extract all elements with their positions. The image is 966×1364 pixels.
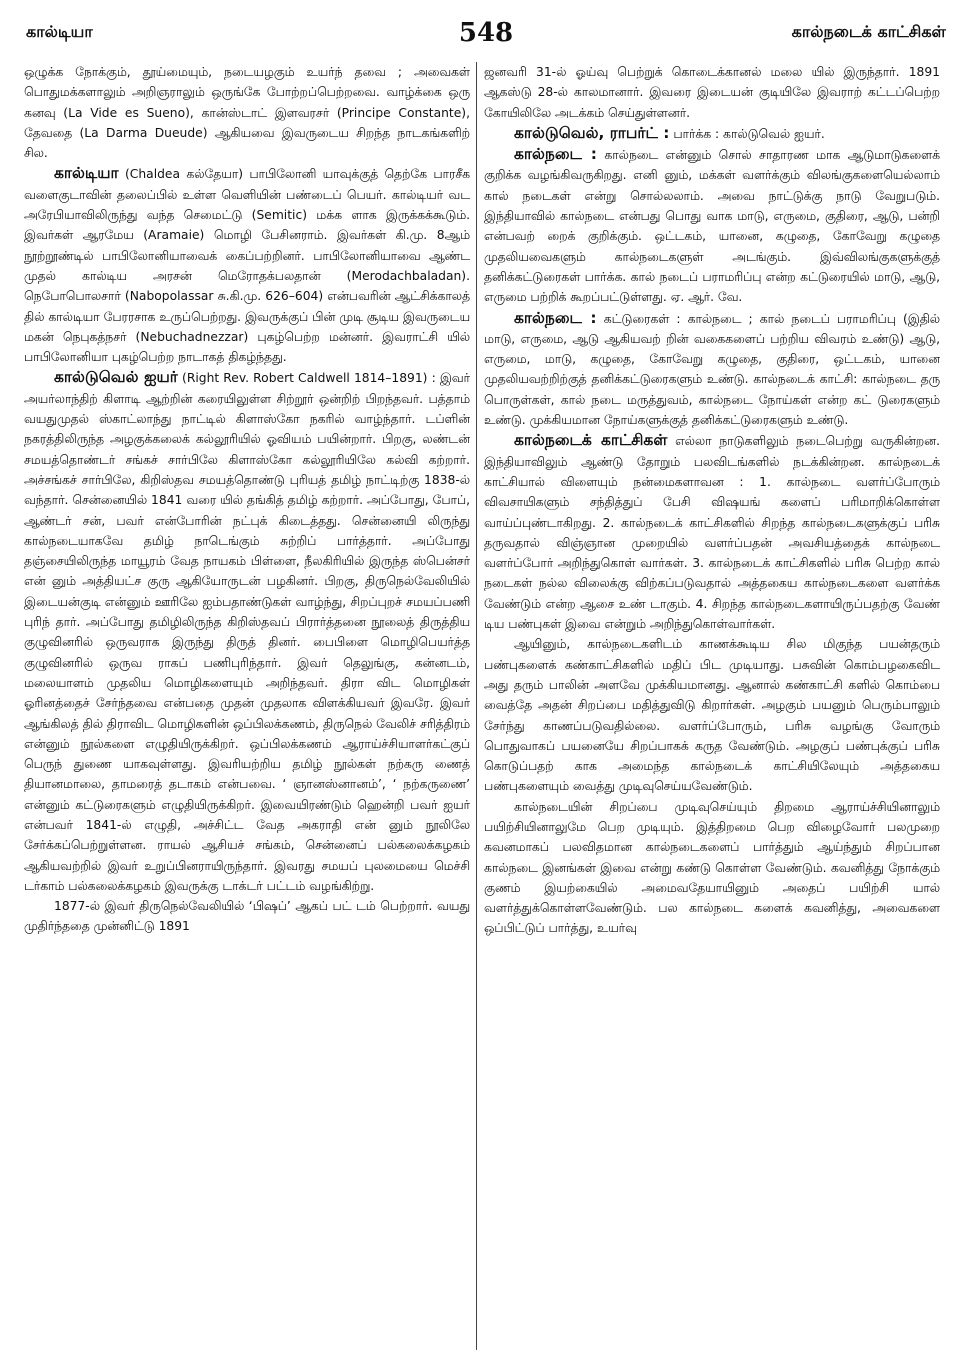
entry-chaldea xyxy=(24,163,470,367)
headword-kalnadai-articles: கால்நடை : xyxy=(514,308,597,327)
entry-kalnadai xyxy=(484,144,940,307)
caldwell-last-paragraph: 1877-ல் இவர் திருநெல்வேலியில் ‘பிஷப்’ ஆகப் பட் டம் பெற்றார். வயது முதிர்ந்ததை முன்னிட்டு 1891 xyxy=(24,899,470,934)
entry-caldwell-robert-body: பார்க்க : கால்டுவெல் ஐயர். xyxy=(673,126,825,141)
entry-kalnadai-katchigal xyxy=(484,430,940,634)
headword-kalnadai: கால்நடை : xyxy=(514,145,597,164)
running-head-left: கால்டியா xyxy=(26,22,93,41)
paragraph-judging-skill: கால்நடையின் சிறப்பை முடிவுசெய்யும் திறமை ஆராய்ச்சியினாலும் பயிற்சியினாலுமே பெற முடியும். இத்திறமை பெற விழைவோர் பலமுறை கவனமாகப் பலவிதமான கால்நடைகளைப் பார்த்தும் ஆய்ந்தும் சிறப்பான கால்நடை இனங்கள் இவை என்று கண்டு கொள்ள வேண்டும். கவனித்து நோக்கும் குணம் இயற்கையில் அமைவதேயாயினும் அதைப் பயிற்சி யால் வளர்த்துக்கொள்ளவேண்டும். பல கால்நடை களைக் கவனித்து, அவைகளை ஒப்பிட்டுப் பார்த்து, உயர்வு xyxy=(484,799,940,936)
running-head xyxy=(26,18,946,58)
right-column xyxy=(484,62,940,1352)
caldwell-continuation: ஜனவரி 31-ல் ஓய்வு பெற்றுக் கொடைக்கானல் மலை யில் இருந்தார். 1891 ஆகஸ்டு 28-ல் காலமானார். இவரை இடையன் குடியிலே இவராற் கட்டப்பெற்ற கோயிலிலே அடக்கம் செய்துள்ளனர். xyxy=(484,65,940,120)
entry-caldwell-robert xyxy=(484,123,940,144)
page-number: 548 xyxy=(458,18,514,48)
running-head-right: கால்நடைக் காட்சிகள் xyxy=(791,22,946,41)
entry-chaldea-body: (Chaldea கல்தேயா) பாபிலோனி யாவுக்குத் தெற்கே பாரசீக வளைகுடாவின் தலைப்பில் உள்ள வெளியின் பண்டைப் பெயர். கால்டியர் வட அரேபியாவிலிருந்து வந்த செமைட்டு (Semitic) மக்க ளாக இருக்கக்கூடும். இவர்கள் ஆரமேய (Aramaie) மொழி பேசினராம். இவர்கள் கி.மு. 8ஆம் நூற்றூண்டில் பாபிலோனியாவைக் கைப்பற்றினர். பாபிலோனியாவை ஆண்ட முதல் கால்டிய அரசன் மெரோதக்பலதான் (Merodachbaladan). நெபோபொலசார் (Nabopolassar சு.கி.மு. 626–604) என்பவரின் ஆட்சிக்காலத் தில் கால்டியா பேரரசாக உருப்பெற்றது. இவருக்குப் பின் முடி சூடிய இவருடைய மகன் நெபுகத்நசர் (Nebuchadnezzar) புகழ்பெற்ற மன்னர். இவராட்சி யில் பாபிலோனியா புகழ்பெற்ற நாடாகத் திகழ்ந்தது. xyxy=(24,167,470,365)
headword-chaldea: கால்டியா xyxy=(54,164,119,183)
paragraph-aayinum: ஆயினும், கால்நடைகளிடம் காணக்கூடிய சில மிகுந்த பயன்தரும் பண்புகளைக் கண்காட்சிகளில் மதிப் பிட முடியாது. பசுவின் கொம்பழகைவிட அது தரும் பாலின் அளவே முக்கியமானது. ஆனால் கண்காட்சி களில் கொம்பை வைத்தே அதன் சிறப்பை மதித்துவிடு கிறார்கள். அழகும் பயனும் பெரும்பாலும் சேர்ந்து காணப்படுவதில்லை. வளர்ப்போரும், பரிசு வழங்கு வோரும் பொதுவாகப் பயனையே சிறப்பாகக் கருத வேண்டும். அழகுப் பண்புக்குப் பரிசு கொடுப்பதற் காக அமைந்த கால்நடைக் காட்சியிலேயும் அத்தகைய பண்புகளையும் வைத்து முடிவுசெய்யவேண்டும். xyxy=(484,637,940,794)
entry-kalnadai-body: கால்நடை என்னும் சொல் சாதாரண மாக ஆடுமாடுகளைக் குறிக்க வழங்கிவருகிறது. எனி னும், மக்கள் வளர்க்கும் விலங்குகளையெல்லாம் கால் நடைகள் என்று சொல்லலாம். அவை நாட்டுக்கு நாடு வேறுபடும். இந்தியாவில் கால்நடை என்பது பொது வாக மாடு, எருமை, குதிரை, ஆடு, பன்றி என்பவற் றைக் குறிக்கும். ஒட்டகம், யானை, கழுதை, கோவேறு கழுதை முதலியவைகளும் கால்நடைகளுள் அடங்கும். இவ்விலங்குகளுக்குத் தனிக்கட்டுரைகள் பார்க்க. கால் நடைப் பராமரிப்பு என்ற கட்டுரையில் மாடு, ஆடு, எருமை பற்றிக் கூறப்பட்டுள்ளது. ஏ. ஆர். வே. xyxy=(484,148,940,305)
entry-kalnadai-articles xyxy=(484,308,940,431)
headword-caldwell-robert: கால்டுவெல், ராபர்ட் : xyxy=(514,123,670,142)
entry-caldwell xyxy=(24,367,470,896)
left-column xyxy=(24,62,470,1352)
headword-kalnadai-katchigal: கால்நடைக் காட்சிகள் xyxy=(514,431,668,450)
entry-caldwell-body: (Right Rev. Robert Caldwell 1814–1891) : இவர் அயர்லாந்திற் கிளாடி ஆற்றின் கரையிலுள்ள சிற்றூர் ஒன்றிற் பிறந்தவர். பத்தாம் வயதுமுதல் ஸ்காட்லாந்து நாட்டில் கிளாஸ்கோ நகரில் வாழ்ந்தார். டப்ளின் நகரத்திலிருந்த அழகுக்கலைக் கல்லூரியில் ஓவியம் பயின்றார். பிறகு, லண்டன் சமயத்தொண்டர் சங்கச் சார்பிலே கிளாஸ்கோ கல்லூரியிலே கல்வி கற்றார். அச்சங்கச் சார்பிலே, கிறிஸ்தவ சமயத்தொண்டு புரியத் தமிழ் நாட்டிற்கு 1838-ல் வந்தார். சென்னையில் 1841 வரை யில் தங்கித் தமிழ் கற்றார். அப்போது, போப், ஆண்டர் சன், பவர் என்போரின் நட்புக் கிடைத்தது. சென்னையி லிருந்து கால்நடையாகவே தமிழ் நாடெங்கும் சுற்றிப் பார்த்தார். அப்போது தஞ்சையிலிருந்த மாயூரம் வேத நாயகம் பிள்ளை, நீலகிரியில் இருந்த ஸ்பென்சர் என் னும் அத்தியட்ச குரு ஆகியோருடன் பழகினர். பிறகு, திருநெல்வேலியில் இடையன்குடி என்னும் ஊரிலே ஐம்பதாண்டுகள் வாழ்ந்து, சிறப்புறச் சமயப்பணி புரிந் தார். அப்போது தமிழிலிருந்த கிறிஸ்தவப் பிரார்த்தனை நூலைத் திருத்திய குழுவினரில் ஒருவராக இருந்து திருத் தினர். பைபிளை மொழிபெயர்த்த குழுவினரில் ஒருவ ராகப் பணிபுரிந்தார். இவர் தெலுங்கு, கன்னடம், மலையாளம் முதலிய மொழிகளையும் அறிந்தவர். திரா விட மொழிகள் ஓரினத்தைச் சேர்ந்தவை என்பதை முதன் முதலாக விளக்கியவர் இவரே. இவர் ஆங்கிலத் தில் திராவிட மொழிகளின் ஒப்பிலக்கணம், திருநெல் வேலிச் சரித்திரம் என்னும் நூல்களை எழுதியிருக்கிறர். ஒப்பிலக்கணம் ஆராய்ச்சியாளர்கட்குப் பெருந் துணை யாகவுள்ளது. இவரியற்றிய தமிழ் நூல்கள் நற்கரு ணைத் தியானமாலை, தாமரைத் தடாகம் என்பவை. ‘ ஞானஸ்னானம்’, ‘ நற்கருணை’ என்னும் கட்டுரைகளும் எழுதியிருக்கிறர். இவையிரண்டும் ஹென்றி பவர் ஐயர் என்பவர் 1841-ல் எழுதி, அச்சிட்ட வேத அகராதி என் னும் நூலிலே சேர்க்கப்பெற்றுள்ளன. ராயல் ஆசியச் சங்கம், சென்னைப் பல்கலைக்கழகம் ஆகியவற்றில் இவர் உறுப்பினராயிருந்தார். இவரது சமயப் புலமையை மெச்சி டர்காம் பல்கலைக்கழகம் இவருக்கு டாக்டர் பட்டம் வழங்கிற்று. xyxy=(24,371,470,893)
headword-caldwell: கால்டுவெல் ஐயர் xyxy=(54,368,178,387)
entry-kalnadai-katchigal-body: எல்லா நாடுகளிலும் நடைபெற்று வருகின்றன. இந்தியாவிலும் ஆண்டு தோறும் பலவிடங்களில் நடக்கின்றன. கால்நடைக் காட்சியால் விளையும் நன்மைகளாவன : 1. கால்நடை வளர்ப்போரும் விவசாயிகளும் சந்தித்துப் பேசி விஷயங் களைப் பரிமாறிக்கொள்ள வாய்ப்புண்டாகிறது. 2. கால்நடைக் காட்சிகளில் சிறந்த கால்நடைகளுக்குப் பரிசு தருவதால் விஞ்ஞான முறையில் வளர்ப்பதன் அவசியத்தைக் கால்நடை வளர்ப்போர் அறிந்துகொள் வார்கள். 3. கால்நடைக் காட்சிகளில் பரிசு பெற்ற கால் நடைகள் நல்ல விலைக்கு விற்கப்படுவதால் அத்தகைய கால்நடைகளை வளர்க்க வேண்டும் என்ற ஆசை உண் டாகும். 4. சிறந்த கால்நடைகளாயிருப்பதற்கு வேண் டிய பண்புகள் இவை என்றும் அறிந்துகொள்வார்கள். xyxy=(484,434,940,632)
calderon-continuation: ஒழுக்க நோக்கும், தூய்மையும், நடையழகும் உயர்ந் தவை ; அவைகள் பொதுமக்களாலும் அறிஞராலும் ஒருங்கே போற்றப்பெற்றவை. வாழ்க்கை ஒரு கனவு (La Vide es Sueno), கான்ஸ்டாட் இளவரசர் (Principe Constante), தேவதை (La Darma Dueude) ஆகியவை இவருடைய சிறந்த நாடகங்களிற் சில. xyxy=(24,65,470,161)
entry-kalnadai-articles-body: கட்டுரைகள் : கால்நடை ; கால் நடைப் பராமரிப்பு (இதில் மாடு, எருமை, ஆடு ஆகியவற் றின் வகைகளைப் பற்றிய விவரம் உண்டு) ஆடு, எருமை, மாடு, கழுதை, கோவேறு கழுதை, குதிரை, ஒட்டகம், யானை முதலியவற்றிற்குத் தனிக்கட்டுரைகளும் உண்டு. கால்நடைக் காட்சி: கால்நடை தரு பொருள்கள், கால் நடை மருத்துவம், கால்நடை நோய்கள் என்ற கட் டுரைகளும் உண்டு. முக்கியமான நோய்களுக்குத் தனிக்கட்டுரைகளும் உண்டு. xyxy=(484,311,940,428)
column-divider xyxy=(476,62,477,1350)
